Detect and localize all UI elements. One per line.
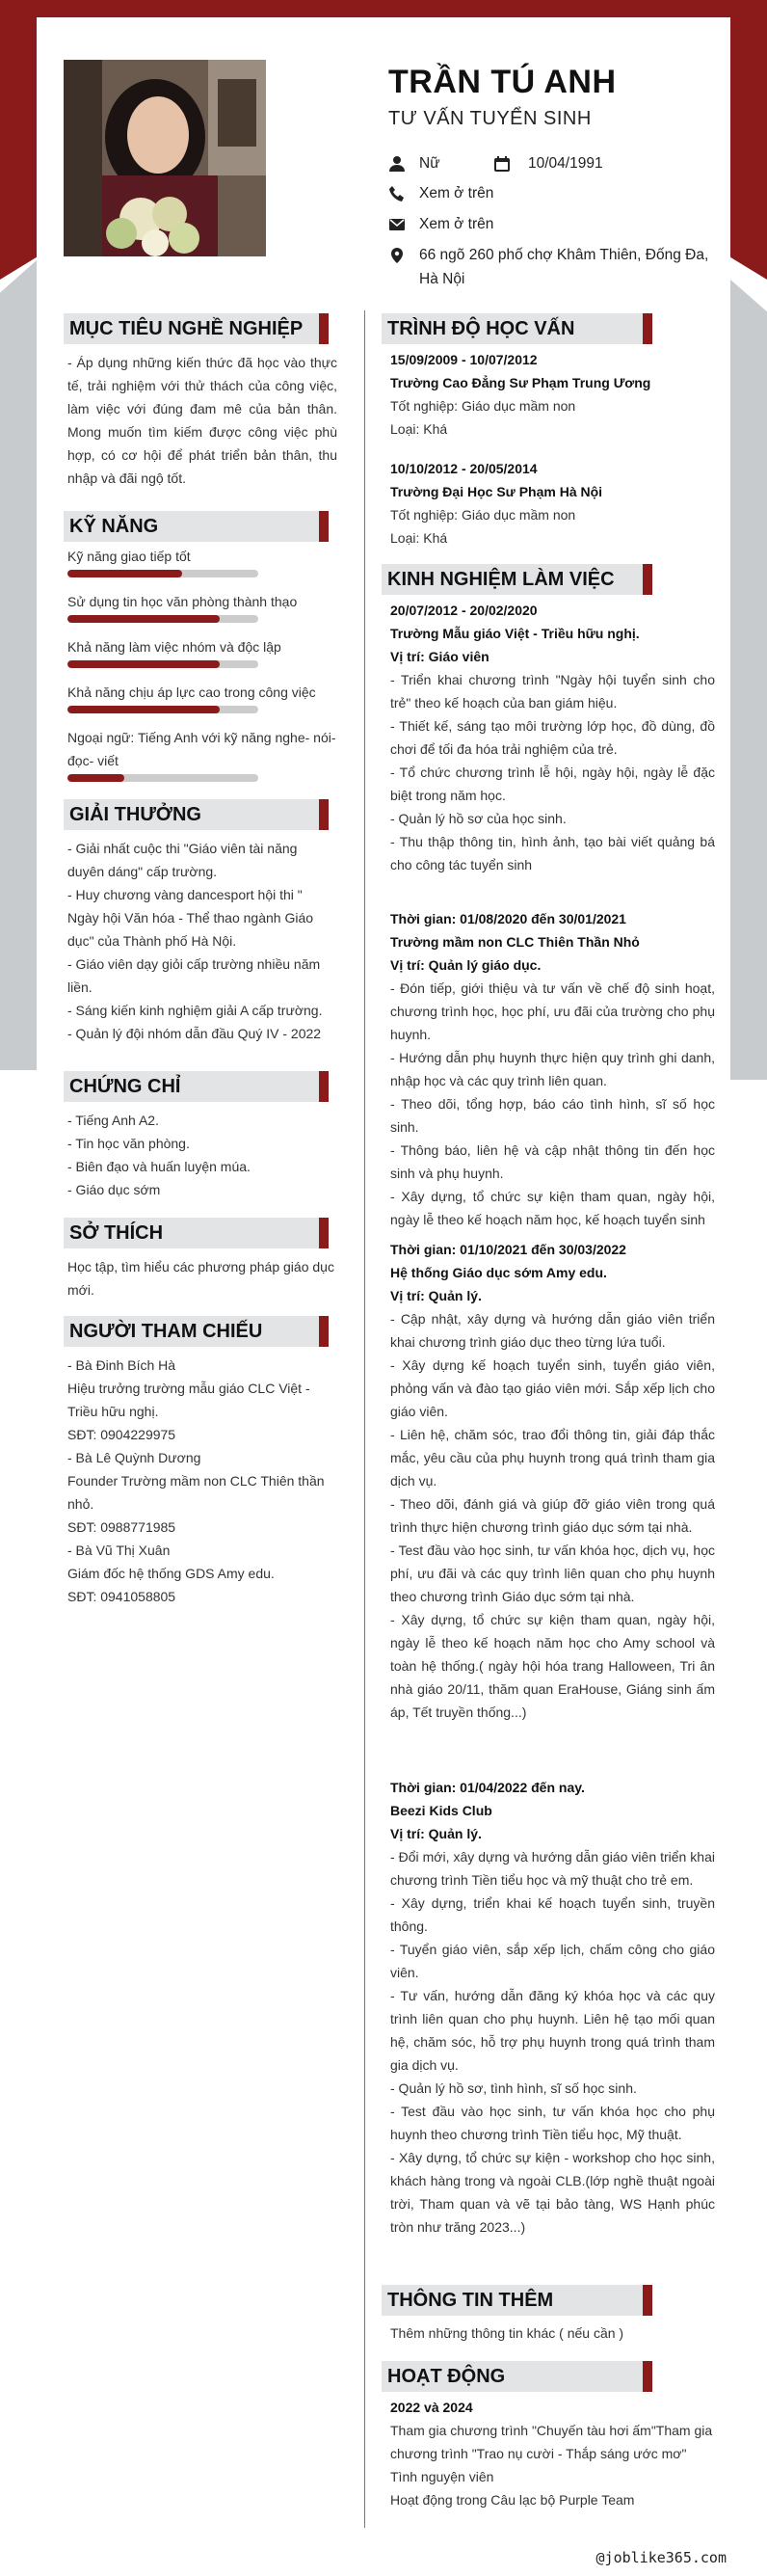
reference-line: - Bà Đinh Bích Hà (67, 1357, 176, 1373)
header-accent (319, 1218, 329, 1248)
job-period: Thời gian: 01/04/2022 đến nay. (390, 1780, 585, 1795)
education-major: Tốt nghiệp: Giáo dục mầm non (390, 507, 576, 523)
hobbies-title: SỞ THÍCH (69, 1221, 164, 1244)
skill-item (67, 545, 337, 577)
job-duty: - Hướng dẫn phụ huynh thực hiện quy trình ghi danh, nhập học và các quy trình liên quan. (390, 1050, 715, 1088)
location-pin-icon (388, 247, 406, 264)
activity-item: Tham gia chương trình "Chuyến tàu hơi ấm"Tham gia chương trình "Trao nụ cười - Thắp sáng ước mơ" (390, 2423, 713, 2461)
education-entry (390, 348, 715, 441)
candidate-name: TRẦN TÚ ANH (388, 64, 617, 100)
education-period: 15/09/2009 - 10/07/2012 (390, 352, 538, 367)
skill-label: Khả năng chịu áp lực cao trong công việc (67, 684, 316, 700)
job-period: 20/07/2012 - 20/02/2020 (390, 603, 538, 618)
award-item: - Giải nhất cuộc thi "Giáo viên tài năng duyên dáng" cấp trường. (67, 841, 298, 879)
activities-year: 2022 và 2024 (390, 2400, 473, 2415)
column-divider (364, 310, 365, 2528)
job-duty: - Quản lý hồ sơ, tình hình, sĩ số học sinh. (390, 2080, 637, 2096)
education-period: 10/10/2012 - 20/05/2014 (390, 461, 538, 476)
skill-level-fill (67, 774, 124, 782)
references-header (64, 1316, 329, 1347)
skill-label: Kỹ năng giao tiếp tốt (67, 549, 191, 564)
education-title: TRÌNH ĐỘ HỌC VẤN (387, 317, 575, 339)
job-entry (390, 1776, 715, 2239)
skill-item (67, 635, 337, 668)
gender-row (388, 154, 440, 175)
objective-title: MỤC TIÊU NGHỀ NGHIỆP (69, 317, 304, 339)
job-company: Hệ thống Giáo dục sớm Amy edu. (390, 1265, 607, 1280)
experience-header (382, 564, 652, 595)
job-duty: - Quản lý hồ sơ của học sinh. (390, 811, 567, 826)
job-duty: - Cập nhật, xây dựng và hướng dẫn giáo viên triển khai chương trình giáo dục theo từng lứa tuổi. (390, 1311, 715, 1350)
job-entry (390, 599, 715, 876)
birthday-text: 10/04/1991 (528, 155, 603, 172)
skill-level-bar (67, 774, 258, 782)
header-accent (319, 511, 329, 542)
envelope-icon (388, 216, 406, 233)
award-item: - Quản lý đội nhóm dẫn đầu Quý IV - 2022 (67, 1026, 322, 1041)
award-item: - Huy chương vàng dancesport hội thi " Ngày hội Văn hóa - Thể thao ngành Giáo dục" của Thành phố Hà Nội. (67, 887, 314, 949)
job-entry (390, 907, 715, 1231)
references-list (67, 1354, 337, 1608)
job-duty: - Đón tiếp, giới thiệu và tư vấn về chế độ sinh hoạt, chương trình học, học phí, ưu đãi của trường cho phụ huynh. (390, 980, 715, 1042)
left-red-band (0, 0, 37, 280)
job-duty: - Test đầu vào học sinh, tư vấn khóa học, dịch vụ, học phí, ưu đãi và các quy trình liên quan cho phụ huynh theo chương trình Giáo dục sớm tại nhà. (390, 1543, 715, 1604)
phone-icon (388, 185, 406, 202)
skill-label: Ngoại ngữ: Tiếng Anh với kỹ năng nghe- nói- đọc- viết (67, 730, 336, 768)
right-red-band (730, 0, 767, 280)
job-position: Vị trí: Giáo viên (390, 649, 489, 664)
references-title: NGƯỜI THAM CHIẾU (69, 1320, 263, 1342)
activities-title: HOẠT ĐỘNG (387, 2365, 506, 2387)
skill-level-bar (67, 615, 258, 623)
reference-line: - Bà Lê Quỳnh Dương (67, 1450, 201, 1465)
job-duty: - Theo dõi, đánh giá và giúp đỡ giáo viên trong quá trình thực hiện chương trình giáo dục sớm tại nhà. (390, 1496, 715, 1535)
skills-header (64, 511, 329, 542)
job-duty: - Tuyển giáo viên, sắp xếp lịch, chấm công cho giáo viên. (390, 1942, 715, 1980)
education-grade: Loại: Khá (390, 421, 448, 437)
job-duty: - Thiết kế, sáng tạo môi trường lớp học, đồ dùng, đồ chơi để tối đa hóa trải nghiệm của trẻ. (390, 718, 715, 757)
header-accent (643, 313, 652, 344)
skill-label: Sử dụng tin học văn phòng thành thạo (67, 594, 298, 609)
activities-list (390, 2396, 715, 2511)
hobbies-text: Học tập, tìm hiểu các phương pháp giáo dục mới. (67, 1259, 334, 1298)
job-duty: - Triển khai chương trình "Ngày hội tuyển sinh cho trẻ" theo kế hoạch của ban giám hiệu. (390, 672, 715, 711)
job-duty: - Tư vấn, hướng dẫn đăng ký khóa học và các quy trình liên quan cho phụ huynh. Liên hệ tạo mối quan hệ, chăm sóc, hỗ trợ phụ huynh trong quá trình tham gia dịch vụ. (390, 1988, 715, 2073)
education-school: Trường Đại Học Sư Phạm Hà Nội (390, 484, 603, 499)
certificate-item: - Giáo dục sớm (67, 1182, 161, 1197)
award-item: - Sáng kiến kinh nghiệm giải A cấp trường. (67, 1003, 323, 1018)
phone-row (388, 184, 493, 205)
additional-title: THÔNG TIN THÊM (387, 2289, 554, 2311)
skill-level-bar (67, 570, 258, 577)
skill-level-fill (67, 660, 220, 668)
certificate-item: - Tin học văn phòng. (67, 1136, 190, 1151)
email-text: Xem ở trên (419, 216, 494, 232)
education-header (382, 313, 652, 344)
job-position: Vị trí: Quản lý giáo dục. (390, 957, 542, 973)
certificates-list (67, 1109, 337, 1201)
header-accent (319, 1071, 329, 1102)
reference-line: Hiệu trưởng trường mẫu giáo CLC Việt - Triều hữu nghị. (67, 1381, 310, 1419)
skill-level-bar (67, 660, 258, 668)
right-grey-band (730, 280, 767, 1080)
job-duty: - Thông báo, liên hệ và cập nhật thông tin đến học sinh và phụ huynh. (390, 1142, 715, 1181)
awards-header (64, 799, 329, 830)
reference-line: SĐT: 0988771985 (67, 1519, 176, 1535)
skill-level-fill (67, 570, 182, 577)
objective-header (64, 313, 329, 344)
header-accent (319, 313, 329, 344)
skill-item (67, 681, 337, 713)
footer-watermark: @joblike365.com (595, 2549, 727, 2566)
job-duty: - Test đầu vào học sinh, tư vấn khóa học cho phụ huynh theo chương trình Tiền tiểu học, Mỹ thuật. (390, 2104, 715, 2142)
header-accent (319, 799, 329, 830)
calendar-icon (493, 155, 511, 173)
activity-item: Hoạt động trong Câu lạc bộ Purple Team (390, 2492, 635, 2508)
skill-item (67, 590, 337, 623)
profile-photo (64, 60, 266, 256)
additional-text: Thêm những thông tin khác ( nếu cần ) (390, 2325, 624, 2341)
hobbies-header (64, 1218, 329, 1248)
skill-level-fill (67, 615, 220, 623)
activity-item: Tình nguyện viên (390, 2469, 494, 2484)
reference-line: SĐT: 0941058805 (67, 1589, 176, 1604)
additional-header (382, 2285, 652, 2316)
job-duty: - Liên hệ, chăm sóc, trao đổi thông tin, giải đáp thắc mắc, yêu cầu của phụ huynh trong quá trình tham gia dịch vụ. (390, 1427, 715, 1489)
job-entry (390, 1238, 715, 1724)
job-duty: - Xây dựng kế hoạch tuyển sinh, tuyển giáo viên, phỏng vấn và đào tạo giáo viên mới. Sắp xếp lịch cho giáo viên. (390, 1357, 715, 1419)
header-accent (643, 2285, 652, 2316)
activities-header (382, 2361, 652, 2392)
header-accent (643, 2361, 652, 2392)
job-company: Trường Mẫu giáo Việt - Triều hữu nghị. (390, 626, 640, 641)
job-duty: - Đổi mới, xây dựng và hướng dẫn giáo viên triển khai chương trình Tiền tiểu học và mỹ thuật cho trẻ em. (390, 1849, 715, 1888)
reference-line: SĐT: 0904229975 (67, 1427, 176, 1442)
skill-label: Khả năng làm việc nhóm và độc lập (67, 639, 281, 655)
job-company: Trường mầm non CLC Thiên Thần Nhỏ (390, 934, 640, 950)
person-icon (388, 155, 406, 173)
job-duty: - Xây dựng, triển khai kế hoạch tuyển sinh, truyền thông. (390, 1895, 715, 1934)
address-row (388, 246, 716, 291)
gender-text: Nữ (419, 155, 440, 172)
job-duty: - Tổ chức chương trình lễ hội, ngày hội, ngày lễ đặc biệt trong năm học. (390, 765, 715, 803)
phone-text: Xem ở trên (419, 185, 494, 201)
skill-item (67, 726, 337, 782)
education-school: Trường Cao Đẳng Sư Phạm Trung Ương (390, 375, 651, 390)
certificates-title: CHỨNG CHỈ (69, 1075, 181, 1097)
job-duty: - Xây dựng, tổ chức sự kiện tham quan, ngày hội, ngày lễ theo kế hoạch năm học, kế hoạch tuyển sinh (390, 1189, 715, 1227)
job-period: Thời gian: 01/08/2020 đến 30/01/2021 (390, 911, 626, 926)
skills-title: KỸ NĂNG (69, 515, 159, 537)
header-accent (643, 564, 652, 595)
job-company: Beezi Kids Club (390, 1803, 492, 1818)
job-duty: - Theo dõi, tổng hợp, báo cáo tình hình, sĩ số học sinh. (390, 1096, 715, 1135)
reference-line: - Bà Vũ Thị Xuân (67, 1543, 171, 1558)
job-title: TƯ VẤN TUYỂN SINH (388, 108, 592, 129)
email-row (388, 215, 493, 236)
reference-line: Founder Trường mầm non CLC Thiên thần nhỏ. (67, 1473, 325, 1512)
award-item: - Giáo viên dạy giỏi cấp trường nhiều năm liền. (67, 956, 321, 995)
education-grade: Loại: Khá (390, 530, 448, 546)
job-position: Vị trí: Quản lý. (390, 1288, 482, 1303)
job-duty: - Xây dựng, tổ chức sự kiện tham quan, ngày hội, ngày lễ theo kế hoạch năm học cho Amy school và toàn hệ thống.( ngày hội hóa trang Halloween, Tri ân nhà giáo 20/11, thăm quan EraHouse, Giáng sinh ấm áp, Tết truyền thống...) (390, 1612, 715, 1720)
certificate-item: - Biên đạo và huấn luyện múa. (67, 1159, 251, 1174)
address-text: 66 ngõ 260 phố chợ Khâm Thiên, Đống Đa, Hà Nội (419, 247, 709, 287)
job-duty: - Xây dựng, tổ chức sự kiện - workshop cho học sinh, khách hàng trong và ngoài CLB.(lớp nghề thuật ngoài trời, Tham quan và vẽ tại bảo tàng, WS Hạnh phúc tròn như trăng 2023...) (390, 2150, 715, 2235)
left-grey-band (0, 260, 37, 1070)
education-major: Tốt nghiệp: Giáo dục mầm non (390, 398, 576, 414)
education-entry (390, 457, 715, 550)
job-duty: - Thu thập thông tin, hình ảnh, tạo bài viết quảng bá cho công tác tuyển sinh (390, 834, 715, 872)
certificates-header (64, 1071, 329, 1102)
reference-line: Giám đốc hệ thống GDS Amy edu. (67, 1566, 275, 1581)
certificate-item: - Tiếng Anh A2. (67, 1113, 159, 1128)
experience-title: KINH NGHIỆM LÀM VIỆC (387, 568, 615, 590)
job-period: Thời gian: 01/10/2021 đến 30/03/2022 (390, 1242, 626, 1257)
header-accent (319, 1316, 329, 1347)
awards-title: GIẢI THƯỞNG (69, 803, 201, 825)
birthday-row (493, 154, 603, 175)
skill-level-bar (67, 706, 258, 713)
awards-list (67, 837, 337, 1045)
skill-level-fill (67, 706, 220, 713)
objective-text: - Áp dụng những kiến thức đã học vào thực tế, trải nghiệm với thử thách của công việc, làm việc với đúng đam mê của bản thân. Mong muốn tìm kiếm được công việc phù hợp, có cơ hội để phát triển bản thân, thu nhập và đãi ngộ tốt. (67, 355, 337, 486)
job-position: Vị trí: Quản lý. (390, 1826, 482, 1841)
